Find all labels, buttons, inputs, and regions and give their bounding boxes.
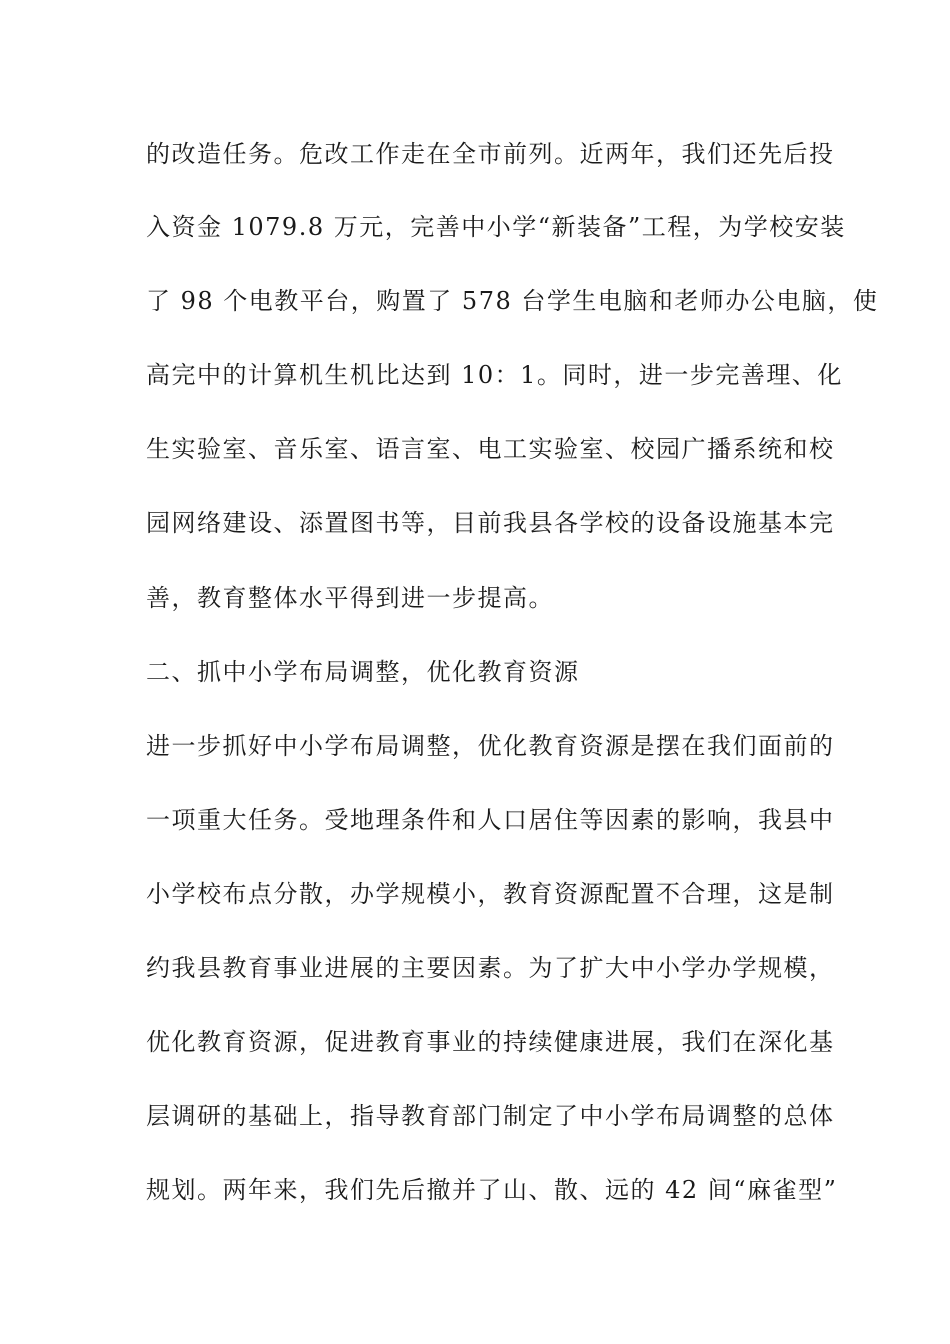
paragraph-line: 生实验室、音乐室、语言室、电工实验室、校园广播系统和校 xyxy=(146,435,835,463)
paragraph-line: 园网络建设、添置图书等，目前我县各学校的设备设施基本完 xyxy=(146,509,835,537)
paragraph-line: 约我县教育事业进展的主要因素。为了扩大中小学办学规模， xyxy=(146,954,835,982)
section-heading: 二、抓中小学布局调整，优化教育资源 xyxy=(146,658,580,686)
paragraph-line: 一项重大任务。受地理条件和人口居住等因素的影响，我县中 xyxy=(146,806,835,834)
paragraph-line: 善，教育整体水平得到进一步提高。 xyxy=(146,584,554,612)
paragraph-line: 优化教育资源，促进教育事业的持续健康进展，我们在深化基 xyxy=(146,1028,835,1056)
paragraph-line: 规划。两年来，我们先后撤并了山、散、远的 42 间“麻雀型” xyxy=(146,1176,838,1204)
paragraph-line: 进一步抓好中小学布局调整，优化教育资源是摆在我们面前的 xyxy=(146,732,835,760)
paragraph-line: 小学校布点分散，办学规模小，教育资源配置不合理，这是制 xyxy=(146,880,835,908)
paragraph-line: 高完中的计算机生机比达到 10：1。同时，进一步完善理、化 xyxy=(146,361,843,389)
paragraph-line: 层调研的基础上，指导教育部门制定了中小学布局调整的总体 xyxy=(146,1102,835,1130)
paragraph-line: 的改造任务。危改工作走在全市前列。近两年，我们还先后投 xyxy=(146,140,835,168)
paragraph-line: 入资金 1079.8 万元，完善中小学“新装备”工程，为学校安装 xyxy=(146,213,846,241)
paragraph-line: 了 98 个电教平台，购置了 578 台学生电脑和老师办公电脑，使 xyxy=(146,287,879,315)
